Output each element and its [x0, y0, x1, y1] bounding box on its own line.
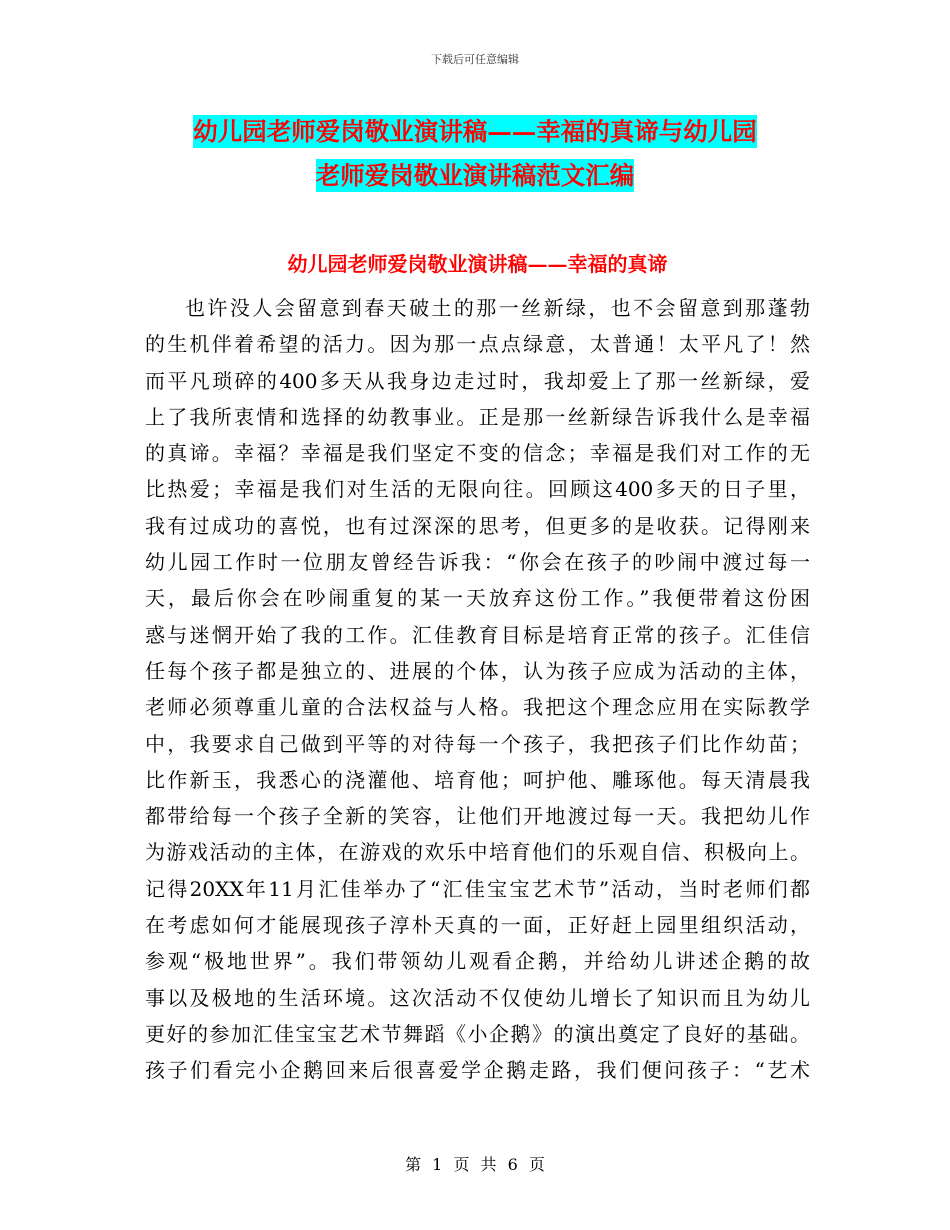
document-title [140, 110, 810, 198]
body-line: 都带给每一个孩子全新的笑容，让他们开地渡过每一天。我把幼儿作 [145, 804, 810, 829]
body-line: 我有过成功的喜悦，也有过深深的思考，但更多的是收获。记得刚来 [145, 513, 810, 538]
body-line: 的生机伴着希望的活力。因为那一点点绿意，太普通！太平凡了！然 [145, 332, 810, 357]
body-line: 孩子们看完小企鹅回来后很喜爱学企鹅走路，我们便问孩子：“艺术 [145, 1058, 810, 1083]
body-line: 中，我要求自己做到平等的对待每一个孩子，我把孩子们比作幼苗； [145, 731, 810, 756]
body-line: 幼儿园工作时一位朋友曾经告诉我：“你会在孩子的吵闹中渡过每一 [145, 550, 810, 575]
document-title-line-1 [140, 110, 810, 154]
document-title-line-2-text: 老师爱岗敬业演讲稿范文汇编 [315, 161, 635, 190]
body-line: 参观“极地世界”。我们带领幼儿观看企鹅，并给幼儿讲述企鹅的故 [145, 949, 810, 974]
body-line: 惑与迷惘开始了我的工作。汇佳教育目标是培育正常的孩子。汇佳信 [145, 622, 810, 647]
body-line: 的真谛。幸福？幸福是我们坚定不变的信念；幸福是我们对工作的无 [145, 441, 810, 466]
section-title: 幼儿园老师爱岗敬业演讲稿——幸福的真谛 [287, 252, 668, 276]
document-title-line-2 [140, 154, 810, 198]
body-line: 在考虑如何才能展现孩子淳朴天真的一面，正好赶上园里组织活动， [145, 913, 810, 938]
body-line: 为游戏活动的主体，在游戏的欢乐中培育他们的乐观自信、积极向上。 [145, 840, 810, 865]
header-note: 下载后可任意编辑 [431, 53, 519, 66]
body-line: 比作新玉，我悉心的浇灌他、培育他；呵护他、雕琢他。每天清晨我 [145, 767, 810, 792]
body-paragraph [145, 290, 810, 1089]
body-line: 上了我所衷情和选择的幼教事业。正是那一丝新绿告诉我什么是幸福 [145, 404, 810, 429]
body-line: 比热爱；幸福是我们对生活的无限向往。回顾这400多天的日子里， [145, 477, 810, 502]
document-title-line-1-text: 幼儿园老师爱岗敬业演讲稿——幸福的真谛与幼儿园 [193, 117, 757, 146]
body-line: 而平凡琐碎的400多天从我身边走过时，我却爱上了那一丝新绿，爱 [145, 368, 810, 393]
body-line: 任每个孩子都是独立的、进展的个体，认为孩子应成为活动的主体， [145, 658, 810, 683]
body-line: 老师必须尊重儿童的合法权益与人格。我把这个理念应用在实际教学 [145, 695, 810, 720]
body-line: 更好的参加汇佳宝宝艺术节舞蹈《小企鹅》的演出奠定了良好的基础。 [145, 1021, 810, 1046]
body-line: 也许没人会留意到春天破土的那一丝新绿，也不会留意到那蓬勃 [185, 296, 810, 320]
page-number-footer: 第 1 页 共 6 页 [405, 1155, 545, 1174]
body-line: 天，最后你会在吵闹重复的某一天放弃这份工作。”我便带着这份困 [145, 586, 810, 611]
body-line: 记得20XX年11月汇佳举办了“汇佳宝宝艺术节”活动，当时老师们都 [145, 876, 810, 901]
body-line: 事以及极地的生活环境。这次活动不仅使幼儿增长了知识而且为幼儿 [145, 985, 810, 1010]
